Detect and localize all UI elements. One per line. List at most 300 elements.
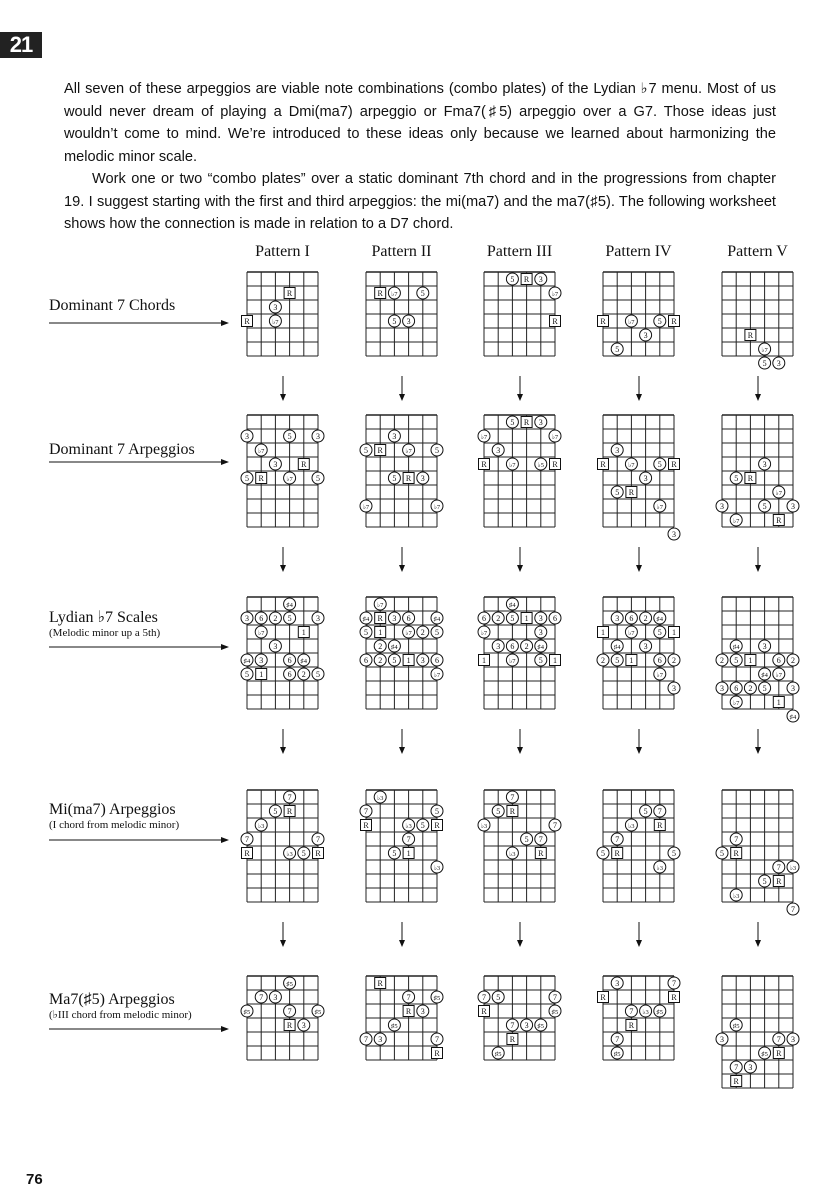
note-label: 2: [601, 656, 605, 665]
note-label: 1: [601, 628, 605, 637]
note-label: 5: [287, 614, 292, 623]
down-arrow-icon: [634, 729, 644, 755]
row-label-4: [49, 801, 179, 832]
note-label: R: [671, 317, 677, 326]
note-label: 7: [259, 993, 264, 1002]
note-label: 5: [392, 474, 397, 483]
row-label-title: Dominant 7 Arpeggios: [49, 441, 195, 458]
note-label: ♭3: [789, 865, 797, 872]
note-label: 3: [245, 614, 249, 623]
note-label: ♭7: [761, 347, 768, 354]
fretboard-diagram: [239, 264, 326, 364]
note-label: 2: [791, 656, 795, 665]
right-arrow-icon: [49, 643, 229, 651]
note-label: ♭7: [405, 630, 412, 637]
note-label: ♭7: [391, 291, 398, 298]
note-label: 1: [259, 670, 264, 679]
note-label: 7: [776, 1035, 781, 1044]
note-label: ♭3: [258, 823, 265, 830]
note-label: ♯4: [362, 616, 370, 623]
down-arrow-icon: [634, 922, 644, 948]
note-label: 3: [496, 642, 501, 651]
note-label: 2: [720, 656, 724, 665]
note-label: 7: [482, 993, 486, 1002]
note-label: R: [523, 275, 530, 284]
row-label-subtitle: (Melodic minor up a 5th): [49, 627, 161, 639]
note-label: 7: [510, 793, 515, 802]
note-label: 3: [791, 684, 795, 693]
note-label: R: [377, 614, 383, 623]
note-label: ♭7: [733, 518, 740, 525]
note-label: 1: [378, 628, 383, 637]
note-label: 7: [287, 1007, 292, 1016]
note-label: ♯5: [613, 1051, 621, 1058]
note-label: 5: [615, 345, 620, 354]
note-label: R: [434, 821, 440, 830]
row-label-title: Mi(ma7) Arpeggios: [49, 801, 176, 818]
note-label: 5: [615, 656, 620, 665]
note-label: 5: [762, 684, 767, 693]
note-label: ♭3: [433, 865, 441, 872]
note-label: 3: [538, 418, 543, 427]
paragraph-intro: All seven of these arpeggios are viable note combinations (combo plates) of the Lydian ♭7 menu. Most of us would never dream of playing a Dmi(ma7) arpeggio or Fma7(♯5) arpeggio over a G7. Those ideas just wouldn’t come to mind. We’re introduced to these ideas only because we learned about harmonizing the melodic minor scale.: [64, 81, 776, 165]
note-label: ♯4: [537, 644, 545, 651]
note-label: 7: [364, 807, 368, 816]
note-label: ♭7: [775, 490, 782, 497]
note-label: 3: [273, 993, 278, 1002]
fretboard-diagram: [358, 264, 445, 364]
down-arrow-icon: [397, 729, 407, 755]
down-arrow-icon: [515, 729, 525, 755]
note-label: 3: [672, 684, 676, 693]
note-label: 5: [420, 821, 425, 830]
right-arrow-icon: [49, 1025, 229, 1033]
row-label-5: [49, 991, 192, 1022]
note-label: 2: [378, 642, 383, 651]
note-label: 1: [524, 614, 529, 623]
note-label: 6: [435, 656, 439, 665]
note-label: R: [363, 821, 369, 830]
fretboard-diagram: [714, 264, 801, 368]
note-label: R: [747, 331, 754, 340]
note-label: 7: [406, 835, 411, 844]
note-label: 7: [364, 1035, 368, 1044]
note-label: 5: [245, 474, 249, 483]
note-label: R: [286, 807, 293, 816]
down-arrow-icon: [278, 922, 288, 948]
fretboard-diagram: [595, 589, 682, 717]
note-label: ♯5: [656, 1009, 664, 1016]
note-label: ♭3: [377, 795, 384, 802]
note-label: 5: [435, 446, 439, 455]
note-label: 6: [287, 670, 292, 679]
fretboard-diagram: [476, 782, 563, 910]
note-label: 6: [734, 684, 739, 693]
note-label: 2: [420, 628, 425, 637]
fretboard-diagram: [239, 968, 326, 1068]
note-label: ♯4: [732, 644, 740, 651]
note-label: 3: [524, 1021, 529, 1030]
note-label: 3: [273, 460, 278, 469]
note-label: 3: [420, 656, 425, 665]
row-label-title: Dominant 7 Chords: [49, 297, 176, 314]
note-label: ♭7: [628, 319, 635, 326]
note-label: 5: [435, 628, 439, 637]
note-label: ♭7: [551, 434, 559, 441]
note-label: R: [657, 821, 663, 830]
row-label-1: [49, 297, 175, 315]
fretboard-diagram: [595, 782, 682, 910]
down-arrow-icon: [515, 376, 525, 402]
note-label: 1: [629, 656, 634, 665]
note-label: R: [671, 993, 677, 1002]
row-label-subtitle: (♭III chord from melodic minor): [49, 1009, 192, 1021]
note-label: 5: [643, 807, 648, 816]
note-label: R: [776, 516, 782, 525]
note-label: 5: [435, 807, 439, 816]
note-label: 7: [629, 1007, 634, 1016]
note-label: 5: [287, 432, 292, 441]
fretboard-diagram: [239, 782, 326, 910]
note-label: 3: [301, 1021, 306, 1030]
note-label: ♭3: [642, 1009, 649, 1016]
note-label: 7: [435, 1035, 439, 1044]
note-label: R: [405, 474, 412, 483]
note-label: 5: [672, 849, 676, 858]
row-label-2: [49, 441, 195, 459]
note-label: 3: [615, 446, 620, 455]
note-label: 7: [734, 1063, 739, 1072]
note-label: ♭7: [286, 476, 293, 483]
fretboard-diagram: [358, 407, 445, 535]
pattern-header-2: Pattern II: [371, 243, 432, 260]
note-label: R: [509, 807, 516, 816]
note-label: 5: [392, 317, 397, 326]
pattern-header-3: Pattern III: [486, 243, 553, 260]
note-label: 3: [245, 432, 249, 441]
note-label: 3: [378, 1035, 383, 1044]
note-label: 2: [672, 656, 676, 665]
note-label: 3: [406, 317, 411, 326]
note-label: 3: [643, 642, 648, 651]
note-label: R: [405, 1007, 412, 1016]
down-arrow-icon: [515, 547, 525, 573]
note-label: 3: [273, 642, 278, 651]
note-label: R: [258, 474, 264, 483]
note-label: ♭7: [362, 504, 370, 511]
note-label: R: [286, 289, 293, 298]
note-label: ♭3: [509, 851, 516, 858]
note-label: R: [434, 1049, 440, 1058]
note-label: 3: [791, 502, 795, 511]
note-label: R: [600, 993, 606, 1002]
paragraph-instructions: Work one or two “combo plates” over a static dominant 7th chord and in the progressions from chapter 19. I suggest starting with the first and third arpeggios: the mi(ma7) and the ma7(♯5). The following worksheet shows how the connection is made in relation to a D7 chord.: [64, 171, 776, 232]
note-label: 3: [316, 432, 320, 441]
down-arrow-icon: [515, 922, 525, 948]
note-label: 2: [748, 684, 753, 693]
note-label: R: [628, 488, 635, 497]
note-label: 3: [791, 1035, 795, 1044]
note-label: 5: [762, 359, 767, 368]
note-label: ♯4: [613, 644, 621, 651]
note-label: R: [776, 1049, 782, 1058]
note-label: 7: [245, 835, 249, 844]
note-label: R: [552, 317, 558, 326]
note-label: 7: [553, 993, 557, 1002]
note-label: ♯5: [286, 981, 293, 988]
note-label: 3: [762, 460, 767, 469]
note-label: 3: [538, 275, 543, 284]
note-label: 5: [538, 656, 543, 665]
note-label: 3: [643, 331, 648, 340]
fretboard-diagram: [714, 407, 801, 535]
right-arrow-icon: [49, 319, 229, 327]
note-label: 7: [538, 835, 543, 844]
note-label: R: [509, 1035, 516, 1044]
note-label: R: [552, 460, 558, 469]
note-label: R: [747, 474, 754, 483]
note-label: 1: [748, 656, 753, 665]
note-label: 6: [657, 656, 662, 665]
down-arrow-icon: [753, 376, 763, 402]
note-label: 5: [657, 628, 662, 637]
note-label: ♭7: [258, 448, 265, 455]
note-label: ♯5: [433, 995, 441, 1002]
note-label: R: [315, 849, 321, 858]
note-label: 7: [615, 1035, 620, 1044]
note-label: 5: [273, 807, 278, 816]
note-label: R: [776, 877, 782, 886]
note-label: ♭7: [628, 630, 635, 637]
down-arrow-icon: [753, 729, 763, 755]
note-label: 5: [734, 656, 739, 665]
note-label: 5: [301, 849, 306, 858]
right-arrow-icon: [49, 836, 229, 844]
note-label: 5: [720, 849, 724, 858]
note-label: 5: [510, 275, 515, 284]
note-label: 5: [420, 289, 425, 298]
note-label: 6: [406, 614, 411, 623]
fretboard-diagram: [714, 782, 801, 914]
note-label: ♯5: [494, 1051, 502, 1058]
note-label: 2: [643, 614, 648, 623]
down-arrow-icon: [634, 376, 644, 402]
fretboard-diagram: [595, 407, 682, 539]
note-label: 1: [406, 656, 411, 665]
note-label: ♭7: [551, 291, 559, 298]
note-label: ♭7: [258, 630, 265, 637]
note-label: 3: [720, 1035, 724, 1044]
note-label: R: [377, 446, 383, 455]
note-label: ♭7: [433, 504, 441, 511]
note-label: 5: [615, 488, 620, 497]
note-label: ♭7: [377, 602, 384, 609]
row-label-title: Lydian ♭7 Scales: [49, 609, 158, 626]
down-arrow-icon: [397, 922, 407, 948]
note-label: 5: [364, 628, 368, 637]
note-label: 3: [316, 614, 320, 623]
note-label: 2: [524, 642, 529, 651]
fretboard-diagram: [476, 264, 563, 364]
note-label: ♯4: [286, 602, 293, 609]
note-label: 3: [420, 1007, 425, 1016]
note-label: 7: [776, 863, 781, 872]
note-label: R: [377, 979, 383, 988]
note-label: 5: [524, 835, 529, 844]
note-label: 3: [538, 628, 543, 637]
note-label: 3: [762, 642, 767, 651]
note-label: 2: [301, 670, 306, 679]
note-label: 7: [734, 835, 739, 844]
note-label: 7: [657, 807, 662, 816]
fretboard-diagram: [239, 407, 326, 535]
row-label-subtitle: (I chord from melodic minor): [49, 819, 180, 831]
note-label: 6: [629, 614, 634, 623]
fretboard-diagram: [714, 589, 801, 721]
fretboard-diagram: [595, 264, 682, 364]
page-number: 76: [26, 1171, 43, 1188]
note-label: ♭3: [628, 823, 635, 830]
fretboard-diagram: [476, 589, 563, 717]
note-label: 6: [553, 614, 557, 623]
fretboard-diagram: [358, 589, 445, 717]
note-label: ♯4: [761, 672, 768, 679]
down-arrow-icon: [753, 547, 763, 573]
note-label: ♭3: [480, 823, 488, 830]
note-label: 5: [657, 317, 662, 326]
note-label: 2: [378, 656, 383, 665]
down-arrow-icon: [753, 922, 763, 948]
pattern-header-1: Pattern I: [255, 243, 310, 260]
note-label: R: [538, 849, 544, 858]
note-label: 7: [510, 1021, 515, 1030]
note-label: 3: [776, 359, 781, 368]
note-label: 6: [287, 656, 292, 665]
fretboard-diagram: [476, 968, 563, 1068]
note-label: 6: [259, 614, 264, 623]
note-label: 2: [273, 614, 278, 623]
note-label: 5: [762, 502, 767, 511]
note-label: 3: [672, 530, 676, 539]
note-label: 3: [273, 303, 278, 312]
down-arrow-icon: [278, 376, 288, 402]
down-arrow-icon: [397, 547, 407, 573]
note-label: ♭7: [272, 319, 279, 326]
note-label: R: [481, 1007, 487, 1016]
note-label: 5: [510, 614, 515, 623]
note-label: 7: [672, 979, 676, 988]
note-label: ♭7: [509, 462, 516, 469]
pattern-header-4: Pattern IV: [605, 243, 672, 260]
pattern-header-5: Pattern V: [727, 243, 788, 260]
note-label: ♭7: [509, 658, 516, 665]
note-label: ♭7: [405, 448, 412, 455]
note-label: R: [628, 1021, 635, 1030]
note-label: 3: [748, 1063, 753, 1072]
note-label: R: [377, 289, 383, 298]
note-label: R: [733, 849, 739, 858]
fretboard-diagram: [239, 589, 326, 717]
note-label: ♯4: [243, 658, 251, 665]
note-label: 7: [615, 835, 620, 844]
down-arrow-icon: [278, 729, 288, 755]
note-label: R: [244, 849, 250, 858]
fretboard-diagram: [358, 968, 445, 1068]
note-label: ♭5: [537, 462, 544, 469]
note-label: 1: [301, 628, 306, 637]
note-label: 6: [510, 642, 515, 651]
note-label: R: [614, 849, 620, 858]
note-label: 7: [287, 793, 292, 802]
down-arrow-icon: [278, 547, 288, 573]
note-label: ♭7: [656, 504, 663, 511]
note-label: 7: [791, 905, 795, 914]
note-label: 5: [510, 418, 515, 427]
down-arrow-icon: [634, 547, 644, 573]
note-label: 5: [316, 474, 320, 483]
note-label: R: [600, 317, 606, 326]
note-label: R: [671, 460, 677, 469]
note-label: 5: [762, 877, 767, 886]
note-label: R: [733, 1077, 739, 1086]
note-label: ♯5: [314, 1009, 322, 1016]
note-label: 5: [364, 446, 368, 455]
note-label: ♭7: [480, 630, 488, 637]
note-label: 5: [657, 460, 662, 469]
note-label: ♯5: [761, 1051, 768, 1058]
note-label: 3: [259, 656, 264, 665]
note-label: 5: [496, 807, 501, 816]
note-label: 3: [720, 502, 724, 511]
note-label: ♯4: [300, 658, 308, 665]
fretboard-diagram: [595, 968, 682, 1068]
note-label: ♯5: [391, 1023, 398, 1030]
note-label: 5: [392, 656, 397, 665]
note-label: 6: [364, 656, 368, 665]
note-label: 3: [496, 446, 501, 455]
note-label: 6: [776, 656, 781, 665]
note-label: 5: [392, 849, 397, 858]
note-label: 5: [601, 849, 605, 858]
note-label: ♯4: [656, 616, 664, 623]
note-label: R: [301, 460, 307, 469]
note-label: ♯4: [509, 602, 516, 609]
note-label: ♯5: [537, 1023, 545, 1030]
note-label: ♭7: [656, 672, 663, 679]
note-label: R: [286, 1021, 293, 1030]
row-label-3: [49, 609, 160, 640]
fretboard-diagram: [714, 968, 801, 1096]
row-label-title: Ma7(♯5) Arpeggios: [49, 991, 175, 1008]
note-label: ♭7: [628, 462, 635, 469]
note-label: ♯4: [789, 714, 797, 721]
note-label: 5: [245, 670, 249, 679]
note-label: ♯5: [551, 1009, 559, 1016]
note-label: 1: [482, 656, 486, 665]
note-label: 5: [496, 993, 501, 1002]
note-label: 5: [734, 474, 739, 483]
note-label: ♭7: [733, 700, 740, 707]
note-label: R: [244, 317, 250, 326]
note-label: ♭3: [405, 823, 412, 830]
body-text: [64, 78, 776, 236]
note-label: 3: [720, 684, 724, 693]
note-label: ♭3: [286, 851, 293, 858]
note-label: ♭3: [656, 865, 663, 872]
note-label: ♯4: [433, 616, 441, 623]
note-label: 1: [406, 849, 411, 858]
note-label: ♭7: [433, 672, 441, 679]
